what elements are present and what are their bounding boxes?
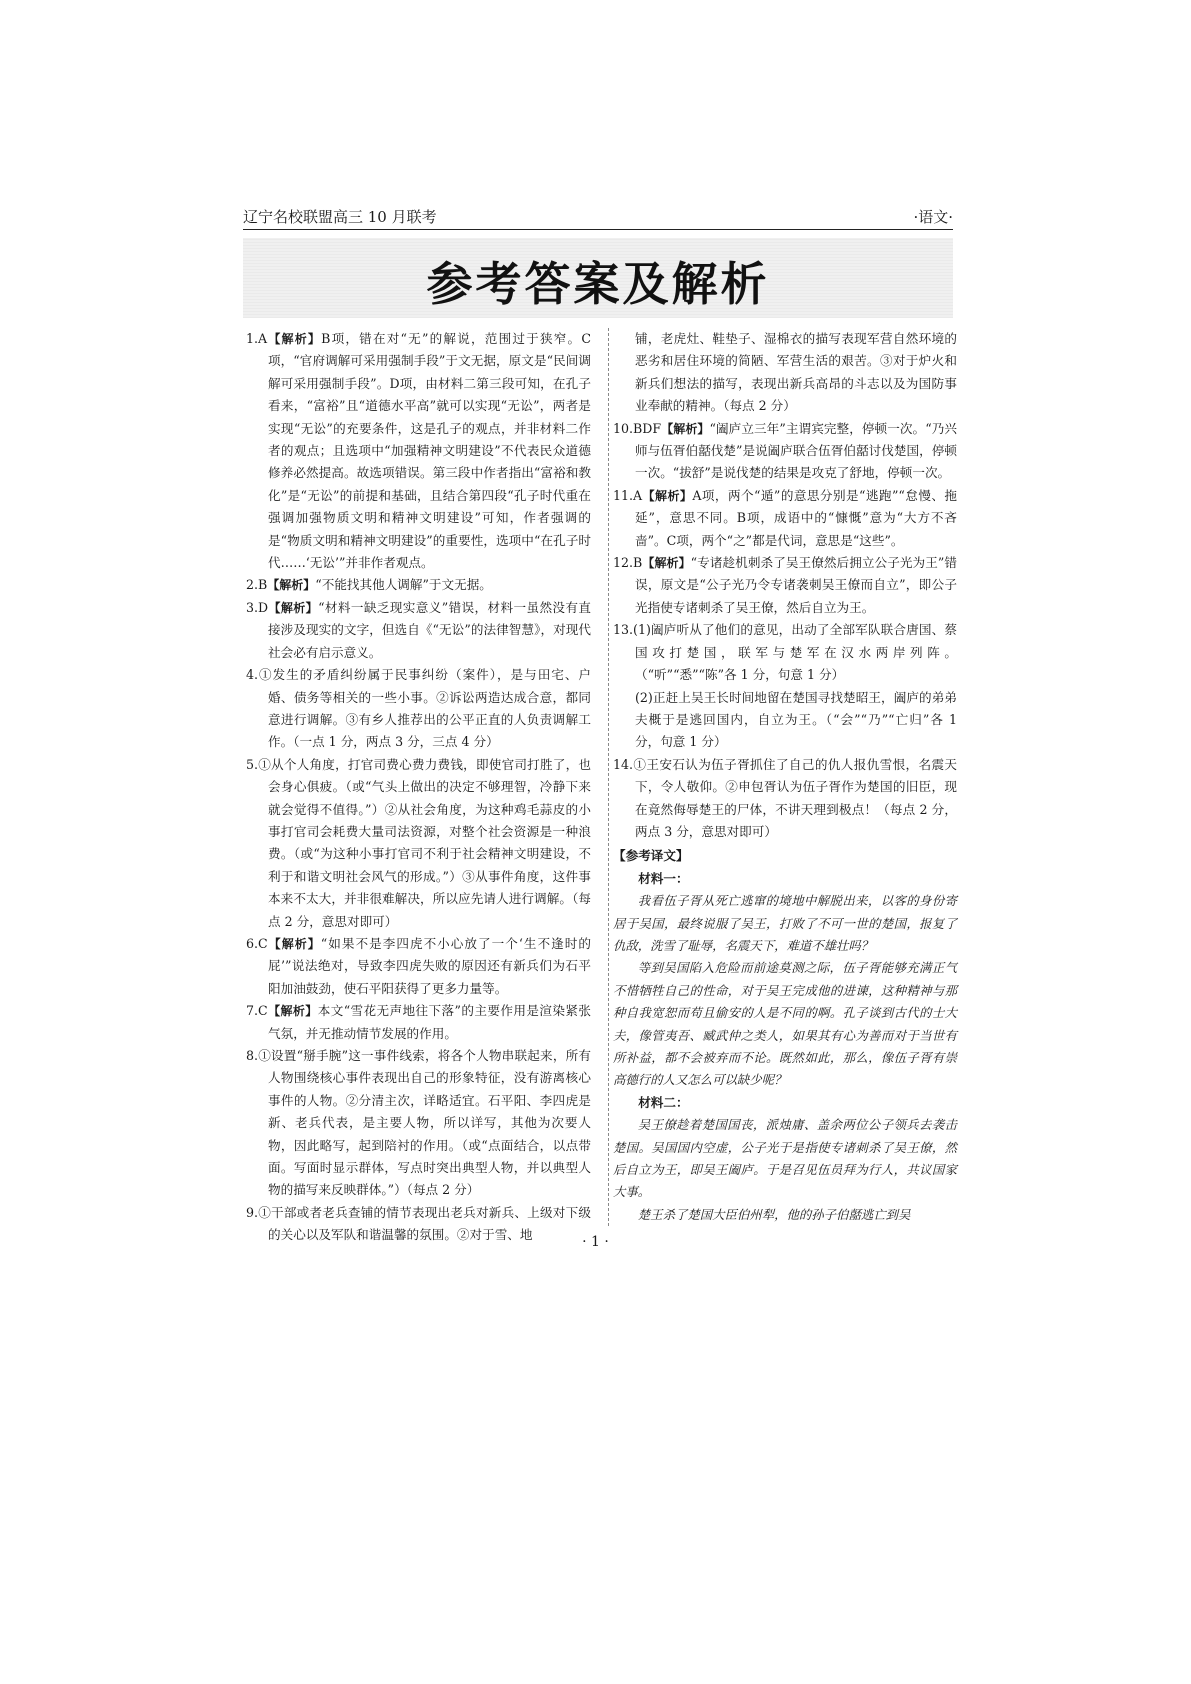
answer-text: “不能找其他人调解”于文无据。 <box>315 577 492 593</box>
answer-text: “专诸趁机刺杀了吴王僚然后拥立公子光为王”错误，原文是“公子光乃令专诸袭刺吴王僚而自立”，即公子光指使专诸刺杀了吴王僚，然后自立为王。 <box>635 555 957 615</box>
answer-text: ①设置“掰手腕”这一事件线索，将各个人物串联起来，所有人物围绕核心事件表现出自己的形象特征，没有游离核心事件的人物。②分清主次，详略适宜。石平阳、李四虎是新、老兵代表，是主要人物，所以详写，其他为次要人物，因此略写，起到陪衬的作用。（或“点面结合，以点带面。写面时显示群体，写点时突出典型人物，并以典型人物的描写来反映群体。”）（每点 2 分） <box>258 1048 591 1198</box>
material-2-title: 材料二： <box>638 1094 689 1110</box>
answer-text: “阖庐立三年”主谓宾完整，停顿一次。“乃兴师与伍胥伯嚭伐楚”是说阖庐联合伍胥伯嚭讨伐楚国，停顿一次。“拔舒”是说伐楚的结果是攻克了舒地，停顿一次。 <box>635 420 957 481</box>
answer-number: 9. <box>246 1204 259 1220</box>
answer-item <box>246 597 591 664</box>
answer-item <box>246 574 591 596</box>
answer-number: 1.A <box>246 331 268 346</box>
answer-item <box>246 1045 591 1202</box>
page-header <box>243 207 953 230</box>
answer-item <box>246 664 591 754</box>
answer-item <box>613 619 957 686</box>
material-1-para-2: 等到吴国陷入危险而前途莫测之际，伍子胥能够充满正气不惜牺牲自己的性命，对于吴王完成他的进谏，这种精神与那种自我宽恕而苟且偷安的人是不同的啊。孔子谈到古代的士大夫，像管夷吾、臧武仲之类人，如果其有心为善而对于当世有所补益，都不会被弃而不论。既然如此，那么，像伍子胥有崇高德行的人又怎么可以缺少呢？ <box>613 960 957 1088</box>
answer-number: 5. <box>246 756 259 772</box>
analysis-tag: 【解析】 <box>267 936 321 951</box>
answer-item <box>613 418 957 485</box>
answer-item <box>613 485 957 552</box>
answer-number: 4. <box>246 667 259 683</box>
material-1-title: 材料一： <box>638 870 689 886</box>
material-1-para-1: 我看伍子胥从死亡逃窜的境地中解脱出来，以客的身份寄居于吴国，最终说服了吴王，打败了不可一世的楚国，报复了仇敌，洗雪了耻辱，名震天下，难道不雄壮吗？ <box>613 893 957 953</box>
subject-label: ·语文· <box>913 208 953 226</box>
material-2-para-2: 楚王杀了楚国大臣伯州犁，他的孙子伯嚭逃亡到吴 <box>637 1206 911 1222</box>
page-number: · 1 · <box>582 1234 609 1250</box>
page-title: 参考答案及解析 <box>426 257 770 311</box>
answer-item <box>613 552 957 619</box>
analysis-tag: 【解析】 <box>642 556 691 571</box>
answer-number: 14. <box>613 756 634 772</box>
material-2-para-1: 吴王僚趁着楚国国丧，派烛庸、盖余两位公子领兵去袭击楚国。吴国国内空虚，公子光于是指使专诸刺杀了吴王僚，然后自立为王，即吴王阖庐。于是召见伍员拜为行人，共议国家大事。 <box>613 1117 957 1200</box>
analysis-tag: 【解析】 <box>267 1004 318 1019</box>
answer-text: ①干部或者老兵查铺的情节表现出老兵对新兵、上级对下级的关心以及军队和谐温馨的氛围。②对于雪、地 <box>258 1204 591 1243</box>
answer-number: 8. <box>246 1048 259 1063</box>
answer-number: 11.A <box>613 487 643 503</box>
answer-text: “材料一缺乏现实意义”错误，材料一虽然没有直接涉及现实的文字，但选自《“无讼”的法律智慧》，对现代社会必有启示意义。 <box>268 599 591 660</box>
answer-text: A项，两个“遁”的意思分别是“逃跑”“怠慢、拖延”，意思不同。B项，成语中的“慷慨”意为“大方不吝啬”。C项，两个“之”都是代词，意思是“这些”。 <box>635 487 957 548</box>
answer-item <box>246 328 591 574</box>
translation-heading: 【参考译文】 <box>613 848 689 864</box>
q9-continued: 铺，老虎灶、鞋垫子、湿棉衣的描写表现军营自然环境的恶劣和居住环境的简陋、军营生活的艰苦。③对于炉火和新兵们想法的描写，表现出新兵高昂的斗志以及为国防事业奉献的精神。（每点 2 分） <box>635 331 957 414</box>
answer-number: 7.C <box>246 1003 268 1019</box>
answer-text: ①从个人角度，打官司费心费力费钱，即使官司打胜了，也会身心俱疲。（或“气头上做出的决定不够理智，冷静下来就会觉得不值得。”）②从社会角度，为这种鸡毛蒜皮的小事打官司会耗费大量司法资源，对整个社会资源是一种浪费。（或“为这种小事打官司不利于社会精神文明建设，不利于和谐文明社会风气的形成。”）③从事件角度，这件事本来不太大，并非很难解决，所以应先请人进行调解。（每点 2 分，意思对即可） <box>258 756 591 929</box>
answer-number: 13. <box>613 622 634 638</box>
q13-part2: (2)正赶上吴王长时间地留在楚国寻找楚昭王，阖庐的弟弟夫概于是逃回国内，自立为王。（“会”“乃”“亡归”各 1 分，句意 1 分） <box>635 689 957 750</box>
analysis-tag: 【解析】 <box>267 332 322 346</box>
answer-number: 2.B <box>246 577 268 593</box>
analysis-tag: 【解析】 <box>642 488 693 503</box>
answer-number: 6.C <box>246 935 268 951</box>
answer-text: ①王安石认为伍子胥抓住了自己的仇人报仇雪恨，名震天下，令人敬仰。②申包胥认为伍子胥作为楚国的旧臣，现在竟然侮辱楚王的尸体，不讲天理到极点！（每点 2 分，两点 3 分，意思对即可） <box>633 756 957 839</box>
answer-text: ①发生的矛盾纠纷属于民事纠纷（案件），是与田宅、户婚、债务等相关的一些小事。②诉讼两造达成合意，都同意进行调解。③有乡人推荐出的公平正直的人负责调解工作。（一点 1 分，两点 3 分，三点 4 分） <box>258 667 591 750</box>
analysis-tag: 【解析】 <box>268 600 319 615</box>
answer-item <box>246 754 591 933</box>
analysis-tag: 【解析】 <box>267 578 316 593</box>
analysis-tag: 【解析】 <box>661 421 710 436</box>
exam-name: 辽宁名校联盟高三 10 月联考 <box>243 208 437 226</box>
title-banner <box>243 238 953 318</box>
left-column <box>246 328 591 1243</box>
answer-text: (1)阖庐听从了他们的意见，出动了全部军队联合唐国、蔡国攻打楚国，联军与楚军在汉水两岸列阵。（“听”“悉”“陈”各 1 分，句意 1 分） <box>633 622 957 683</box>
answer-number: 3.D <box>246 599 269 615</box>
answer-text: B项，错在对“无”的解说，范围过于狭窄。C项，“官府调解可采用强制手段”于文无据，原文是“民间调解可采用强制手段”。D项，由材料二第三段可知，在孔子看来，“富裕”且“道德水平高”就可以实现“无讼”，两者是实现“无讼”的充要条件，这是孔子的观点，并非材料二作者的观点；且选项中“加强精神文明建设”不代表民众道德修养必然提高。故选项错误。第三段中作者指出“富裕和教化”是“无讼”的前提和基础，且结合第四段“孔子时代重在强调加强物质文明和精神文明建设”可知，作者强调的是“物质文明和精神文明建设”的重要性，选项中“在孔子时代……‘无讼’”并非作者观点。 <box>268 331 591 571</box>
right-column <box>608 328 957 1226</box>
answer-number: 10.BDF <box>613 420 662 436</box>
answer-item <box>246 1000 591 1045</box>
answer-text: 本文“雪花无声地往下落”的主要作用是渲染紧张气氛，并无推动情节发展的作用。 <box>268 1003 591 1041</box>
right-answer-list <box>613 418 957 687</box>
answer-item-14 <box>613 754 957 844</box>
answer-number: 12.B <box>613 555 643 571</box>
answer-item <box>246 933 591 1000</box>
answer-text: “如果不是李四虎不小心放了一个‘生不逢时的屁’”说法绝对，导致李四虎失败的原因还有新兵们为石平阳加油鼓劲，使石平阳获得了更多力量等。 <box>268 935 591 996</box>
